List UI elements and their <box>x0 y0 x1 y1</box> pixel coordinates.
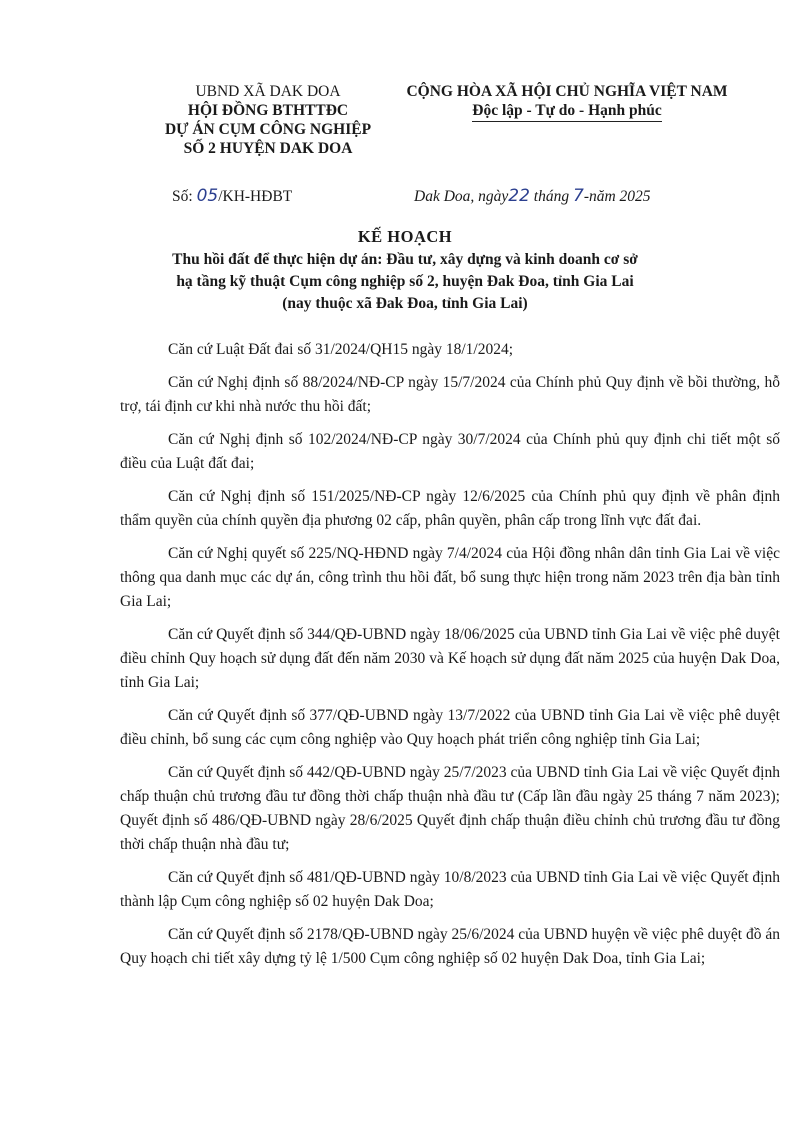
title-line-1: Thu hồi đất để thực hiện dự án: Đầu tư, xây dựng và kinh doanh cơ sở <box>172 251 638 268</box>
doc-number-prefix: Số: <box>172 188 193 205</box>
legal-basis-paragraph: Căn cứ Nghị định số 102/2024/NĐ-CP ngày 30/7/2024 của Chính phủ quy định chi tiết một số điều của Luật đất đai; <box>120 431 780 472</box>
legal-basis-paragraph: Căn cứ Nghị định số 151/2025/NĐ-CP ngày 12/6/2025 của Chính phủ quy định về phân định thẩm quyền của chính quyền địa phương 02 cấp, phân quyền, phân cấp trong lĩnh vực đất đai. <box>120 488 780 529</box>
national-header <box>372 82 762 122</box>
legal-basis-paragraph: Căn cứ Nghị quyết số 225/NQ-HĐND ngày 7/4/2024 của Hội đồng nhân dân tỉnh Gia Lai về việc thông qua danh mục các dự án, công trình thu hồi đất, bổ sung thực hiện trong năm 2023 trên địa bàn tỉnh Gia Lai; <box>120 545 780 610</box>
doc-number-suffix: /KH-HĐBT <box>218 188 293 205</box>
nation-name: CỘNG HÒA XÃ HỘI CHỦ NGHĨA VIỆT NAM <box>406 83 728 100</box>
date-day: 22 <box>508 186 530 206</box>
legal-basis-paragraph: Căn cứ Quyết định số 442/QĐ-UBND ngày 25/7/2023 của UBND tỉnh Gia Lai về việc Quyết định chấp thuận chủ trương đầu tư đồng thời chấp thuận nhà đầu tư (Cấp lần đầu ngày 25 tháng 7 năm 2023); Quyết định số 486/QĐ-UBND ngày 28/6/2025 Quyết định chấp thuận điều chỉnh chủ trương đầu tư đồng thời chấp thuận nhà đầu tư; <box>120 764 780 853</box>
date-place: Dak Doa, ngày <box>414 188 509 205</box>
document-title <box>80 226 730 315</box>
title-line-3: (nay thuộc xã Đak Đoa, tỉnh Gia Lai) <box>282 295 528 312</box>
authority-line-1: UBND XÃ DAK DOA <box>195 83 341 100</box>
title-line-2: hạ tầng kỹ thuật Cụm công nghiệp số 2, huyện Đak Đoa, tỉnh Gia Lai <box>176 273 634 290</box>
date-month-label: tháng <box>533 188 570 205</box>
authority-line-4: SỐ 2 HUYỆN DAK DOA <box>183 140 353 157</box>
date-month: 7 <box>572 186 584 206</box>
document-number <box>172 186 292 206</box>
legal-basis-paragraph: Căn cứ Nghị định số 88/2024/NĐ-CP ngày 15/7/2024 của Chính phủ Quy định về bồi thường, hỗ trợ, tái định cư khi nhà nước thu hồi đất; <box>120 374 780 415</box>
authority-line-3: DỰ ÁN CỤM CÔNG NGHIỆP <box>164 121 372 138</box>
legal-basis-paragraph: Căn cứ Luật Đất đai số 31/2024/QH15 ngày 18/1/2024; <box>168 341 514 358</box>
national-motto: Độc lập - Tự do - Hạnh phúc <box>472 101 661 122</box>
document-body <box>120 338 780 980</box>
legal-basis-paragraph: Căn cứ Quyết định số 344/QĐ-UBND ngày 18/06/2025 của UBND tỉnh Gia Lai về việc phê duyệt điều chỉnh Quy hoạch sử dụng đất đến năm 2030 và Kế hoạch sử dụng đất năm 2025 của huyện Dak Doa, tỉnh Gia Lai; <box>120 626 780 691</box>
document-date: Dak Doa, ngày22 tháng 7-năm 2025 <box>414 186 651 206</box>
legal-basis-paragraph: Căn cứ Quyết định số 2178/QĐ-UBND ngày 25/6/2024 của UBND huyện về việc phê duyệt đồ án Quy hoạch chi tiết xây dựng tỷ lệ 1/500 Cụm công nghiệp số 02 huyện Dak Doa, tỉnh Gia Lai; <box>120 926 780 967</box>
authority-line-2: HỘI ĐỒNG BTHTTĐC <box>187 102 349 119</box>
doc-number-handwritten: 05 <box>196 186 219 206</box>
legal-basis-paragraph: Căn cứ Quyết định số 377/QĐ-UBND ngày 13/7/2022 của UBND tỉnh Gia Lai về việc phê duyệt điều chỉnh, bổ sung các cụm công nghiệp vào Quy hoạch phát triển công nghiệp tỉnh Gia Lai; <box>120 707 780 748</box>
legal-basis-paragraph: Căn cứ Quyết định số 481/QĐ-UBND ngày 10/8/2023 của UBND tỉnh Gia Lai về việc Quyết định thành lập Cụm công nghiệp số 02 huyện Dak Doa; <box>120 869 780 910</box>
date-year: năm 2025 <box>588 188 651 205</box>
title-main: KẾ HOẠCH <box>357 227 453 246</box>
